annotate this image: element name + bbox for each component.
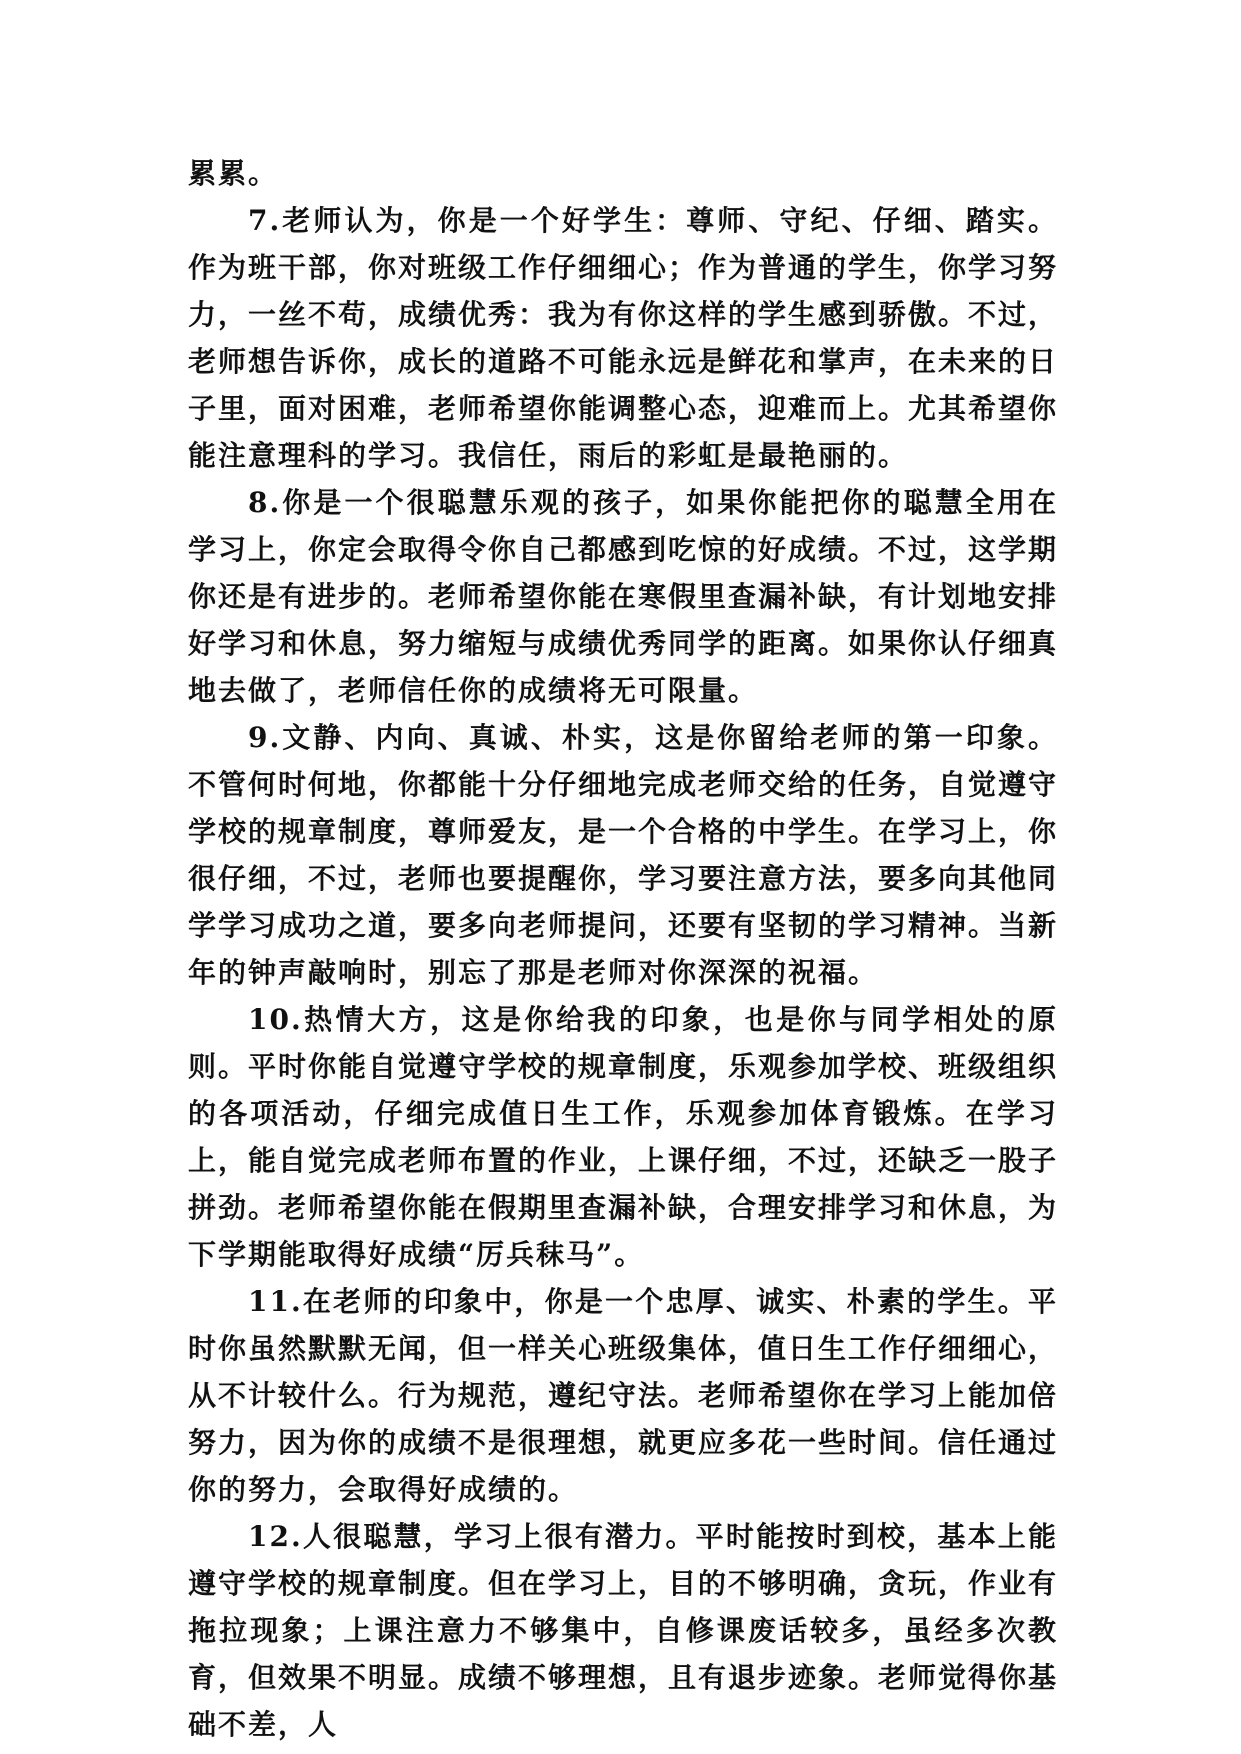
paragraph-11: 11.在老师的印象中，你是一个忠厚、诚实、朴素的学生。平时你虽然默默无闻，但一样关心班级集体，值日生工作仔细细心，从不计较什么。行为规范，遵纪守法。老师希望你在学习上能加倍努力，因为你的成绩不是很理想，就更应多花一些时间。信任通过你的努力，会取得好成绩的。 [188,1285,1059,1506]
paragraph-6-continuation: 累累。 [188,157,279,190]
paragraph-8: 8.你是一个很聪慧乐观的孩子，如果你能把你的聪慧全用在学习上，你定会取得令你自己都感到吃惊的好成绩。不过，这学期你还是有进步的。老师希望你能在寒假里查漏补缺，有计划地安排好学习和休息，努力缩短与成绩优秀同学的距离。如果你认仔细真地去做了，老师信任你的成绩将无可限量。 [188,486,1059,707]
paragraph-12: 12.人很聪慧，学习上很有潜力。平时能按时到校，基本上能遵守学校的规章制度。但在学习上，目的不够明确，贪玩，作业有拖拉现象；上课注意力不够集中，自修课废话较多，虽经多次教育，但效果不明显。成绩不够理想，且有退步迹象。老师觉得你基础不差，人 [188,1520,1059,1741]
document-page [188,150,1058,1748]
paragraph-7: 7.老师认为，你是一个好学生：尊师、守纪、仔细、踏实。作为班干部，你对班级工作仔细细心；作为普通的学生，你学习努力，一丝不苟，成绩优秀：我为有你这样的学生感到骄傲。不过，老师想告诉你，成长的道路不可能永远是鲜花和掌声，在未来的日子里，面对困难，老师希望你能调整心态，迎难而上。尤其希望你能注意理科的学习。我信任，雨后的彩虹是最艳丽的。 [188,204,1059,472]
paragraph-9: 9.文静、内向、真诚、朴实，这是你留给老师的第一印象。不管何时何地，你都能十分仔细地完成老师交给的任务，自觉遵守学校的规章制度，尊师爱友，是一个合格的中学生。在学习上，你很仔细，不过，老师也要提醒你，学习要注意方法，要多向其他同学学习成功之道，要多向老师提问，还要有坚韧的学习精神。当新年的钟声敲响时，别忘了那是老师对你深深的祝福。 [188,721,1059,989]
paragraph-10: 10.热情大方，这是你给我的印象，也是你与同学相处的原则。平时你能自觉遵守学校的规章制度，乐观参加学校、班级组织的各项活动，仔细完成值日生工作，乐观参加体育锻炼。在学习上，能自觉完成老师布置的作业，上课仔细，不过，还缺乏一股子拼劲。老师希望你能在假期里查漏补缺，合理安排学习和休息，为下学期能取得好成绩“厉兵秣马”。 [188,1003,1059,1271]
